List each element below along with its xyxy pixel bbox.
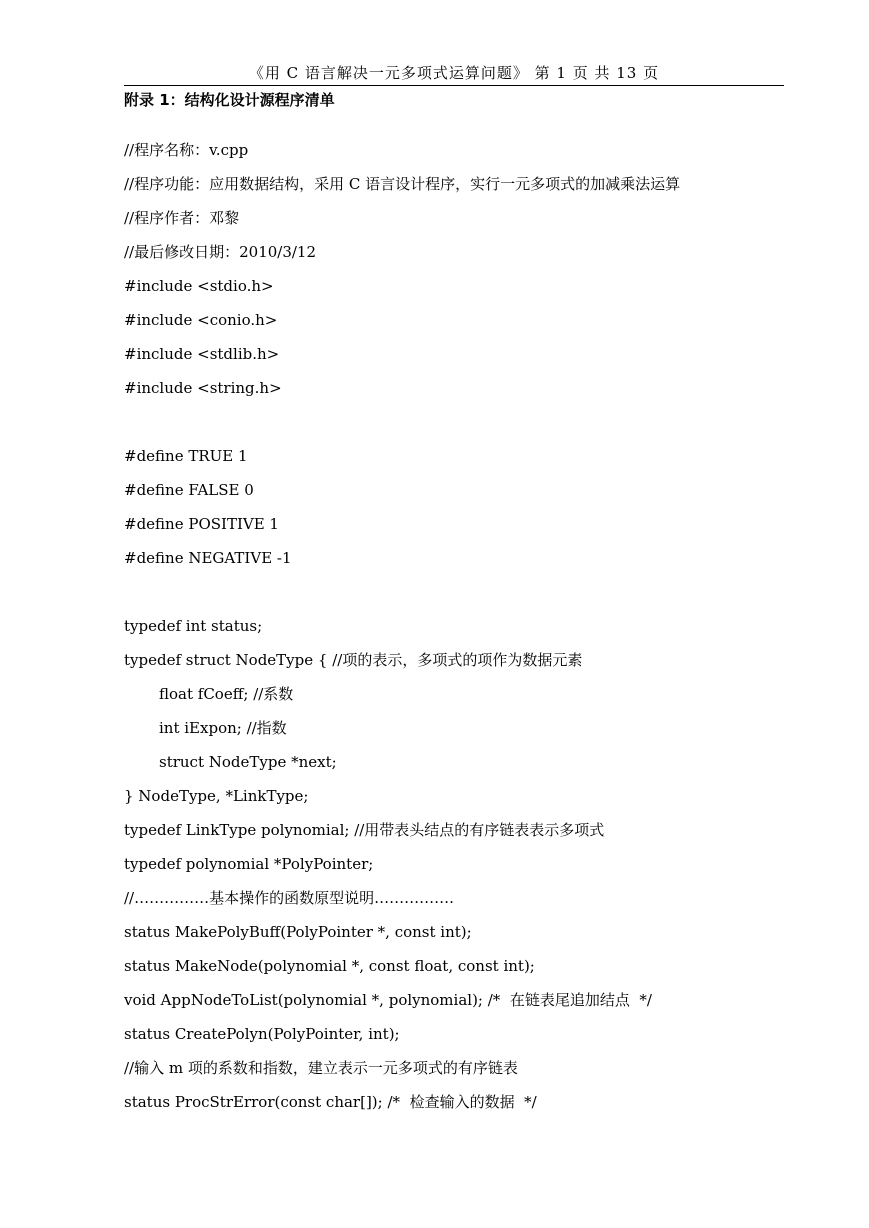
code-line: #include <stdio.h> [124, 277, 274, 295]
code-line: //最后修改日期：2010/3/12 [124, 243, 317, 261]
code-line: #include <stdlib.h> [124, 345, 280, 363]
code-line: #define TRUE 1 [124, 447, 248, 465]
source-code-listing [124, 139, 824, 1125]
code-line: #define FALSE 0 [124, 481, 254, 499]
code-line: typedef int status; [124, 617, 263, 635]
code-line: #define POSITIVE 1 [124, 515, 279, 533]
code-line: int iExpon; //指数 [159, 719, 287, 737]
page-header: 《用 C 语言解决一元多项式运算问题》 第 1 页 共 13 页 [248, 64, 660, 82]
code-line: float fCoeff; //系数 [159, 685, 294, 703]
code-line: //程序名称：v.cpp [124, 141, 249, 159]
code-line: struct NodeType *next; [159, 753, 337, 771]
code-line: status MakeNode(polynomial *, const float, const int); [124, 957, 535, 975]
blank-line [124, 581, 824, 615]
code-line: //输入 m 项的系数和指数，建立表示一元多项式的有序链表 [124, 1059, 518, 1077]
code-line: status CreatePolyn(PolyPointer, int); [124, 1025, 400, 1043]
code-line: typedef struct NodeType { //项的表示，多项式的项作为数据元素 [124, 651, 583, 669]
blank-line [124, 411, 824, 445]
code-line: status MakePolyBuff(PolyPointer *, const int); [124, 923, 472, 941]
code-line: //程序作者：邓黎 [124, 209, 240, 227]
header-rule [124, 85, 784, 86]
code-line: typedef polynomial *PolyPointer; [124, 855, 374, 873]
code-line: status ProcStrError(const char[]); /* 检查输入的数据 */ [124, 1093, 537, 1111]
appendix-title: 附录 1：结构化设计源程序清单 [124, 91, 335, 109]
code-line: //……………基本操作的函数原型说明……………. [124, 889, 454, 907]
code-line: #include <string.h> [124, 379, 282, 397]
code-line: //程序功能：应用数据结构，采用 C 语言设计程序，实行一元多项式的加减乘法运算 [124, 175, 681, 193]
code-line: #define NEGATIVE -1 [124, 549, 292, 567]
code-line: typedef LinkType polynomial; //用带表头结点的有序链表表示多项式 [124, 821, 605, 839]
code-line: } NodeType, *LinkType; [124, 787, 309, 805]
code-line: #include <conio.h> [124, 311, 278, 329]
code-line: void AppNodeToList(polynomial *, polynomial); /* 在链表尾追加结点 */ [124, 991, 652, 1009]
